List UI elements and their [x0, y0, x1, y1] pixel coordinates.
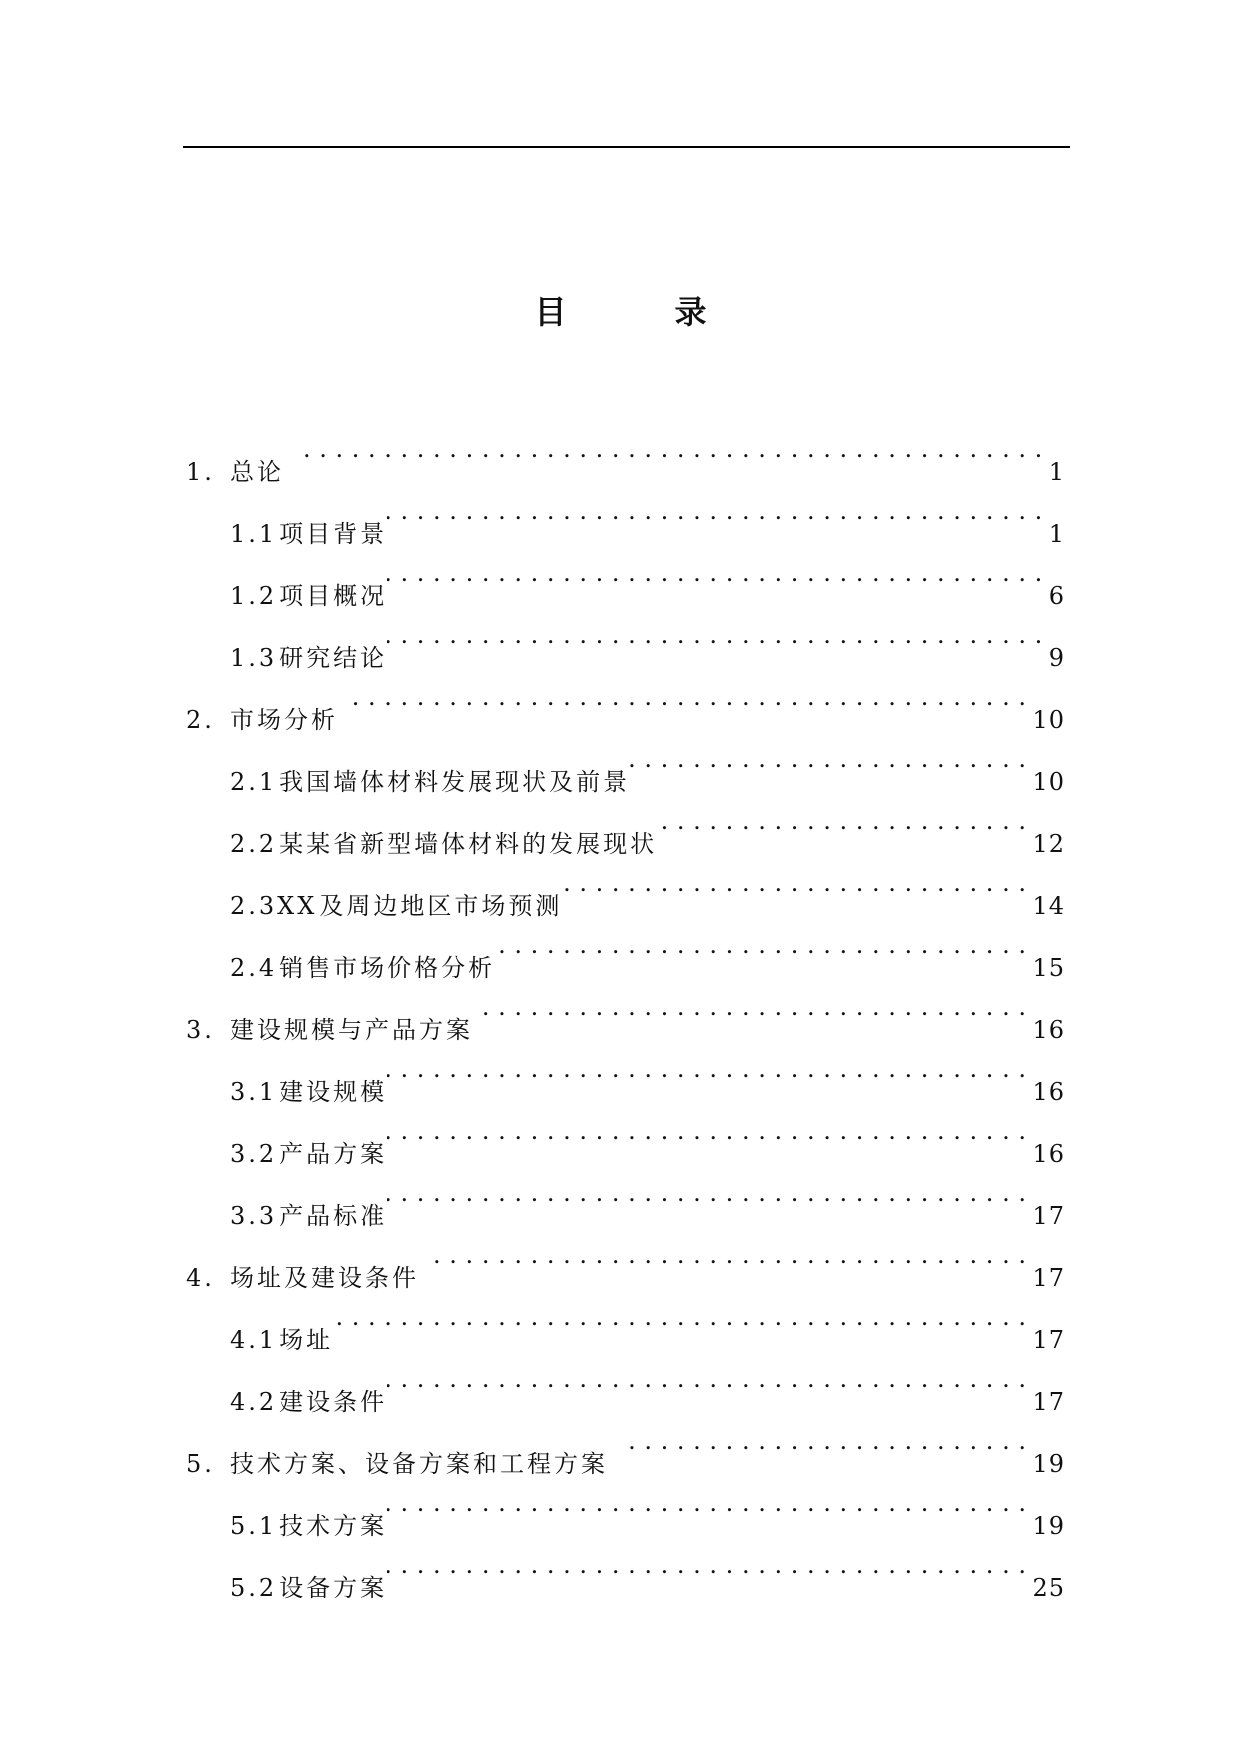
toc-entry-page: 25 [1032, 1574, 1065, 1602]
dot-leader [387, 1100, 1026, 1162]
toc-entry-number: 1. [186, 458, 215, 486]
toc-entry-number: 5. [186, 1450, 215, 1478]
toc-entry-number: 5.2 [230, 1574, 278, 1602]
header-rule [183, 146, 1070, 148]
page-title: 目 录 [534, 293, 745, 331]
toc-entry-page: 10 [1032, 768, 1065, 796]
dot-leader [618, 1410, 1026, 1472]
toc-entry-number: 3. [186, 1016, 215, 1044]
toc-entry[interactable] [0, 914, 1241, 982]
toc-entry-page: 16 [1032, 1140, 1065, 1168]
toc-entry-page: 19 [1032, 1512, 1065, 1540]
toc-entry[interactable] [0, 604, 1241, 672]
toc-entry[interactable] [0, 542, 1241, 610]
toc-entry[interactable] [0, 976, 1241, 1044]
toc-entry-page: 1 [1048, 458, 1065, 486]
dot-leader [387, 542, 1043, 604]
toc-entry-page: 1 [1048, 520, 1065, 548]
toc-entry-text: 场址及建设条件 [230, 1264, 419, 1292]
toc-entry-page: 17 [1032, 1388, 1065, 1416]
toc-entry-text: 市场分析 [230, 706, 338, 734]
toc-entry-number: 4.1 [230, 1326, 278, 1354]
toc-entry-text: 销售市场价格分析 [279, 954, 496, 982]
toc-entry[interactable] [0, 852, 1241, 920]
dot-leader [333, 1286, 1026, 1348]
dot-leader [562, 852, 1026, 914]
toc-entry-number: 2.2 [230, 830, 278, 858]
toc-entry-number: 3.1 [230, 1078, 278, 1106]
toc-entry-text: 建设规模与产品方案 [230, 1016, 473, 1044]
toc-entry-number: 1.2 [230, 582, 278, 610]
toc-entry-text: 项目概况 [279, 582, 388, 610]
toc-entry-number: 2.4 [230, 954, 278, 982]
toc-entry-text: 设备方案 [279, 1574, 388, 1602]
dot-leader [387, 604, 1043, 666]
toc-entry-text: 场址 [279, 1326, 334, 1354]
toc-entry-page: 17 [1032, 1264, 1065, 1292]
toc-entry-number: 2.1 [230, 768, 278, 796]
toc-entry-number: 4.2 [230, 1388, 278, 1416]
toc-entry-number: 2. [186, 706, 215, 734]
toc-entry-text: 项目背景 [279, 520, 388, 548]
dot-leader [495, 914, 1026, 976]
toc-entry[interactable] [0, 1410, 1241, 1478]
toc-entry-number: 5.1 [230, 1512, 278, 1540]
toc-entry-text: 技术方案、设备方案和工程方案 [230, 1450, 608, 1478]
toc-entry[interactable] [0, 1038, 1241, 1106]
toc-entry-text: 我国墙体材料发展现状及前景 [279, 768, 631, 796]
toc-entry-page: 17 [1032, 1326, 1065, 1354]
toc-entry-text: 总论 [230, 458, 284, 486]
dot-leader [387, 1162, 1026, 1224]
toc-entry[interactable] [0, 728, 1241, 796]
toc-entry[interactable] [0, 1472, 1241, 1540]
toc-entry-text: 及周边地区市场预测 [319, 892, 563, 920]
toc-entry-page: 6 [1048, 582, 1065, 610]
dot-leader [387, 1038, 1026, 1100]
toc-entry[interactable] [0, 418, 1241, 486]
dot-leader [429, 1224, 1026, 1286]
toc-entry-page: 14 [1032, 892, 1065, 920]
dot-leader [630, 728, 1026, 790]
dot-leader [387, 480, 1043, 542]
toc-entry-page: 10 [1032, 706, 1065, 734]
toc-entry-number: 1.1 [230, 520, 278, 548]
toc-entry[interactable] [0, 790, 1241, 858]
toc-entry-number: 3.3 [230, 1202, 278, 1230]
toc-entry-text: 技术方案 [279, 1512, 388, 1540]
toc-entry[interactable] [0, 666, 1241, 734]
toc-entry-page: 12 [1032, 830, 1065, 858]
toc-entry-page: 17 [1032, 1202, 1065, 1230]
toc-entry-text: 产品方案 [279, 1140, 388, 1168]
toc-entry-number: 3.2 [230, 1140, 278, 1168]
toc-entry-number: 2.3XX [230, 892, 318, 920]
toc-entry-text: 某某省新型墙体材料的发展现状 [279, 830, 658, 858]
dot-leader [294, 418, 1043, 480]
toc-entry[interactable] [0, 480, 1241, 548]
toc-entry-text: 建设规模 [279, 1078, 388, 1106]
toc-entry[interactable] [0, 1534, 1241, 1602]
toc-entry[interactable] [0, 1224, 1241, 1292]
dot-leader [657, 790, 1026, 852]
toc-entry-text: 研究结论 [279, 644, 388, 672]
toc-entry-page: 9 [1048, 644, 1065, 672]
toc-entry-number: 4. [186, 1264, 215, 1292]
dot-leader [348, 666, 1026, 728]
toc-entry-number: 1.3 [230, 644, 278, 672]
dot-leader [387, 1472, 1026, 1534]
toc-entry-page: 15 [1032, 954, 1065, 982]
dot-leader [387, 1348, 1026, 1410]
toc-entry-text: 产品标准 [279, 1202, 388, 1230]
toc-entry-page: 16 [1032, 1016, 1065, 1044]
toc-entry-page: 16 [1032, 1078, 1065, 1106]
toc-entry[interactable] [0, 1286, 1241, 1354]
toc-entry[interactable] [0, 1100, 1241, 1168]
dot-leader [387, 1534, 1026, 1596]
dot-leader [483, 976, 1026, 1038]
toc-entry[interactable] [0, 1162, 1241, 1230]
toc-entry-page: 19 [1032, 1450, 1065, 1478]
table-of-contents [0, 418, 1241, 1602]
toc-entry[interactable] [0, 1348, 1241, 1416]
toc-entry-text: 建设条件 [279, 1388, 388, 1416]
